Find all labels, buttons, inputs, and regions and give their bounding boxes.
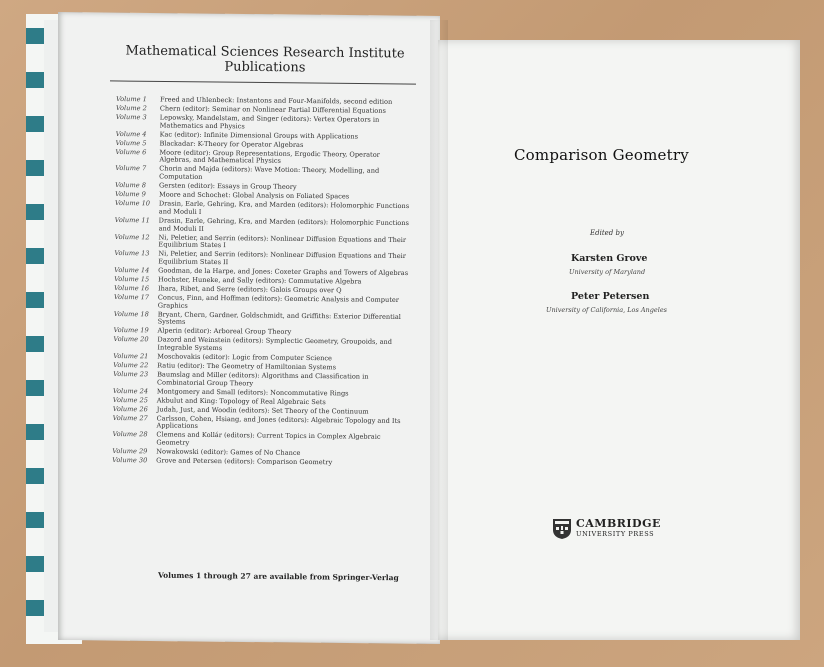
volume-number: Volume 6: [115, 147, 147, 157]
volume-text: Drasin, Earle, Gehring, Kra, and Marden (editors): Holomorphic Functions and Moduli I: [158, 199, 410, 216]
volume-text: Alperin (editor): Arboreal Group Theory: [157, 326, 292, 337]
volume-text: Dazord and Weinstein (editors): Symplectic Geometry, Groupoids, and Integrable Systems: [157, 335, 393, 353]
volume-text: Drasin, Earle, Gehring, Kra, and Marden (editors): Holomorphic Functions and Moduli II: [158, 216, 409, 233]
volume-text: Chorin and Majda (editors): Wave Motion: Theory, Modelling, and Computation: [159, 164, 380, 182]
volume-number: Volume 8: [115, 181, 147, 190]
volume-number: Volume 1: [115, 95, 147, 104]
volume-number: Volume 27: [112, 413, 148, 423]
series-title-line1: Mathematical Sciences Research Institute: [125, 43, 405, 62]
volume-text: Carlsson, Cohen, Hsiang, and Jones (editors): Algebraic Topology and Its Applications: [156, 414, 401, 431]
volume-number: Volume 18: [113, 309, 149, 318]
volume-text: Hochster, Huneke, and Sally (editors): Commutative Algebra: [158, 275, 362, 286]
volume-number: Volume 2: [115, 103, 147, 113]
volume-number: Volume 30: [112, 456, 148, 465]
editor-affiliation-grove: University of Maryland: [569, 268, 646, 276]
volume-text: Chern (editor): Seminar on Nonlinear Partial Differential Equations: [159, 104, 386, 115]
edited-by-label: Edited by: [590, 229, 624, 237]
editor-name-petersen: Peter Petersen: [571, 291, 650, 302]
volume-text: Blackadar: K-Theory for Operator Algebras: [159, 139, 304, 149]
volume-text: Goodman, de la Harpe, and Jones: Coxeter Graphs and Towers of Algebras: [158, 266, 409, 277]
volume-text: Akbulut and King: Topology of Real Algebraic Sets: [156, 396, 326, 406]
volume-text: Moschovakis (editor): Logic from Computer Science: [157, 352, 333, 363]
volume-number: Volume 14: [114, 265, 150, 275]
volume-number: Volume 4: [115, 129, 147, 139]
volume-text: Grove and Petersen (editors): Comparison Geometry: [156, 456, 333, 467]
volume-list: [112, 96, 414, 469]
volume-number: Volume 3: [115, 112, 147, 122]
volume-number: Volume 7: [115, 164, 147, 173]
volume-text: Lepowsky, Mandelstam, and Singer (editors): Vertex Operators in Mathematics and Physics: [159, 113, 380, 131]
volume-text: Ni, Peletier, and Serrin (editors): Nonlinear Diffusion Equations and Their Equilibrium States II: [158, 249, 406, 267]
volume-text: Montgomery and Small (editors): Noncommutative Rings: [156, 387, 349, 398]
volume-text: Bryant, Chern, Gardner, Goldschmidt, and Griffiths: Exterior Differential Systems: [157, 310, 401, 327]
springer-note: Volumes 1 through 27 are available from Springer-Verlag: [157, 570, 399, 583]
volume-number: Volume 13: [114, 249, 150, 258]
volume-number: Volume 28: [112, 430, 148, 439]
volume-number: Volume 5: [115, 138, 147, 148]
volume-number: Volume 24: [112, 386, 149, 396]
volume-text: Moore and Schochet: Global Analysis on Foliated Spaces: [158, 190, 350, 201]
volume-number: Volume 21: [113, 352, 149, 361]
publisher-name: CAMBRIDGE: [576, 517, 661, 530]
volume-number: Volume 19: [113, 326, 149, 335]
series-title-line2: Publications: [224, 59, 306, 76]
volume-text: Ratiu (editor): The Geometry of Hamiltonian Systems: [157, 361, 337, 372]
publisher-logo: [552, 518, 661, 540]
cambridge-shield-icon: [552, 518, 572, 540]
volume-number: Volume 20: [113, 335, 149, 344]
series-title: [125, 44, 405, 77]
volume-number: Volume 12: [114, 232, 150, 241]
volume-number: Volume 10: [114, 199, 151, 208]
volume-number: Volume 17: [113, 292, 150, 302]
volume-text: Judah, Just, and Woodin (editors): Set Theory of the Continuum: [156, 405, 369, 416]
volume-number: Volume 16: [113, 283, 150, 293]
right-page: [438, 40, 800, 640]
volume-text: Concus, Finn, and Hoffman (editors): Geometric Analysis and Computer Graphics: [157, 293, 400, 310]
volume-text: Ihara, Ribet, and Serre (editors): Galois Groups over Q: [157, 284, 342, 295]
volume-number: Volume 25: [112, 395, 148, 405]
volume-text: Ni, Peletier, and Serrin (editors): Nonlinear Diffusion Equations and Their Equilibrium States I: [158, 232, 407, 250]
book-title: Comparison Geometry: [514, 146, 689, 164]
volume-number: Volume 29: [112, 447, 148, 456]
volume-number: Volume 23: [113, 370, 149, 379]
volume-text: Gersten (editor): Essays in Group Theory: [159, 181, 297, 192]
volume-number: Volume 15: [114, 274, 150, 284]
volume-text: Clemens and Kollár (editors): Current Topics in Complex Algebraic Geometry: [156, 430, 381, 447]
volume-text: Baumslag and Miller (editors): Algorithms and Classification in Combinatorial Group Theory: [156, 370, 369, 388]
volume-text: Nowakowski (editor): Games of No Chance: [156, 447, 301, 458]
volume-entry: [112, 457, 410, 468]
book-gutter: [430, 20, 448, 640]
publisher-subname: UNIVERSITY PRESS: [576, 530, 655, 538]
volume-number: Volume 9: [114, 190, 146, 199]
volume-text: Moore (editor): Group Representations, Ergodic Theory, Operator Algebras, and Mathematical Physics: [159, 148, 380, 166]
volume-number: Volume 22: [113, 361, 149, 370]
volume-text: Freed and Uhlenbeck: Instantons and Four-Manifolds, second edition: [159, 95, 393, 106]
volume-number: Volume 11: [114, 215, 150, 225]
editor-affiliation-petersen: University of California, Los Angeles: [546, 306, 668, 314]
editor-name-grove: Karsten Grove: [571, 253, 648, 264]
volume-number: Volume 26: [112, 404, 148, 414]
volume-text: Kac (editor): Infinite Dimensional Groups with Applications: [159, 130, 359, 141]
